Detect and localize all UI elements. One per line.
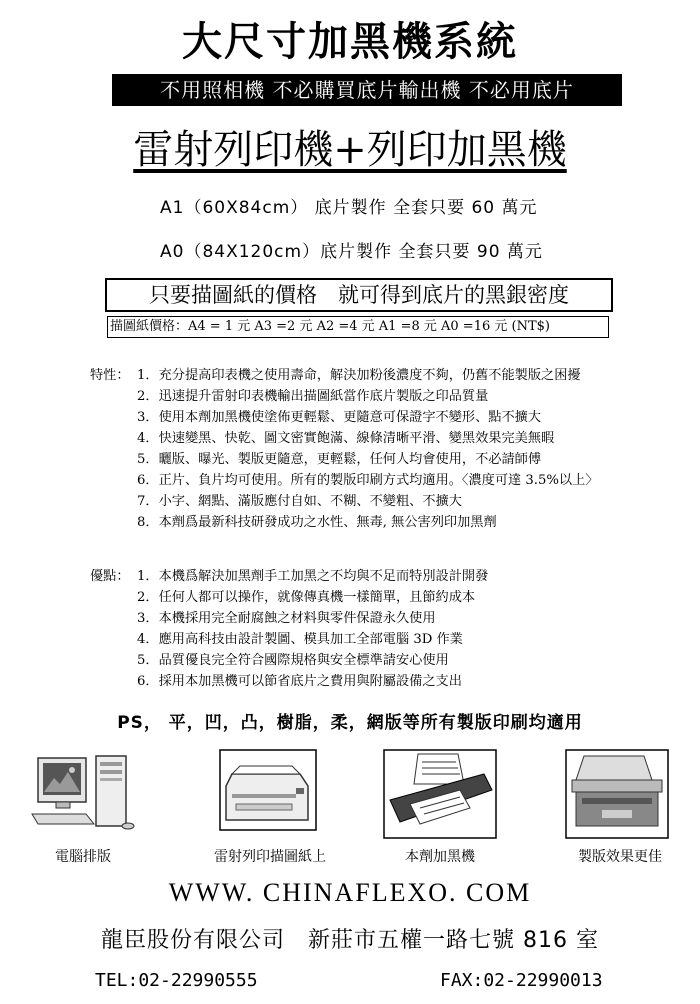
- blackening-machine-icon: [380, 744, 500, 844]
- computer-icon: [28, 744, 138, 844]
- applicability-line: PS， 平，凹，凸，樹脂，柔，網版等所有製版印刷均適用: [117, 713, 583, 733]
- banner: 不用照相機 不必購買底片輸出機 不必用底片: [112, 74, 622, 106]
- website-link[interactable]: WWW. CHINAFLEXO. COM: [168, 878, 532, 907]
- caption-blackening-machine: 本劑加黑機: [405, 849, 475, 865]
- page-title: 大尺寸加黑機系統: [182, 19, 518, 65]
- list-item: 3．使用本劑加黑機使塗佈更輕鬆、更隨意可保證字不變形、點不擴大: [137, 410, 542, 425]
- laser-printer-icon: [212, 744, 322, 844]
- paper-price-box: 描圖紙價格：A4 = 1 元 A3 =2 元 A2 =4 元 A1 =8 元 A0 =16 元 (NT$): [107, 316, 609, 338]
- list-item: 2．迅速提升雷射印表機輸出描圖紙當作底片製版之印品質量: [137, 389, 489, 404]
- list-item: 1．充分提高印表機之使用壽命，解決加粉後濃度不夠，仍舊不能製版之困擾: [137, 368, 581, 383]
- list-item: 5．曬版、曝光、製版更隨意，更輕鬆，任何人均會使用，不必請師傅: [137, 452, 542, 467]
- caption-platemaker: 製版效果更佳: [578, 849, 662, 865]
- headline: 雷射列印機+列印加黑機: [133, 127, 567, 173]
- advantages-label: 優點：: [90, 569, 130, 584]
- list-item: 3．本機採用完全耐腐蝕之材料與零件保證永久使用: [137, 611, 436, 626]
- caption-laser-printer: 雷射列印描圖紙上: [214, 849, 326, 865]
- list-item: 6．採用本加黑機可以節省底片之費用與附屬設備之支出: [137, 674, 462, 689]
- list-item: 8．本劑爲最新科技研發成功之水性、無毒, 無公害列印加黑劑: [137, 515, 497, 530]
- list-item: 5．品質優良完全符合國際規格與安全標準請安心使用: [137, 653, 449, 668]
- platemaker-icon: [562, 744, 672, 844]
- price-a1: A1（60X84cm） 底片製作 全套只要 60 萬元: [160, 198, 538, 218]
- company-address: 龍臣股份有限公司 新莊市五權一路七號 816 室: [101, 928, 599, 953]
- telephone: TEL:02-22990555: [95, 970, 258, 991]
- fax: FAX:02-22990013: [440, 970, 603, 991]
- list-item: 1．本機爲解決加黑劑手工加黑之不均與不足而特別設計開發: [137, 569, 489, 584]
- features-label: 特性：: [90, 368, 130, 383]
- list-item: 6．正片、負片均可使用。所有的製版印刷方式均適用。〈濃度可達 3.5%以上〉: [137, 473, 599, 488]
- list-item: 4．應用高科技由設計製圖、模具加工全部電腦 3D 作業: [137, 632, 463, 647]
- list-item: 7．小字、網點、滿版應付自如、不糊、不變粗、不擴大: [137, 494, 462, 509]
- list-item: 2．任何人都可以操作，就像傳真機一樣簡單，且節約成本: [137, 590, 476, 605]
- list-item: 4．快速變黑、快乾、圖文密實飽滿、線條清晰平滑、變黑效果完美無暇: [137, 431, 555, 446]
- price-a0: A0（84X120cm）底片製作 全套只要 90 萬元: [160, 242, 543, 262]
- caption-computer: 電腦排版: [55, 849, 111, 865]
- slogan-box: 只要描圖紙的價格 就可得到底片的黑銀密度: [105, 278, 613, 312]
